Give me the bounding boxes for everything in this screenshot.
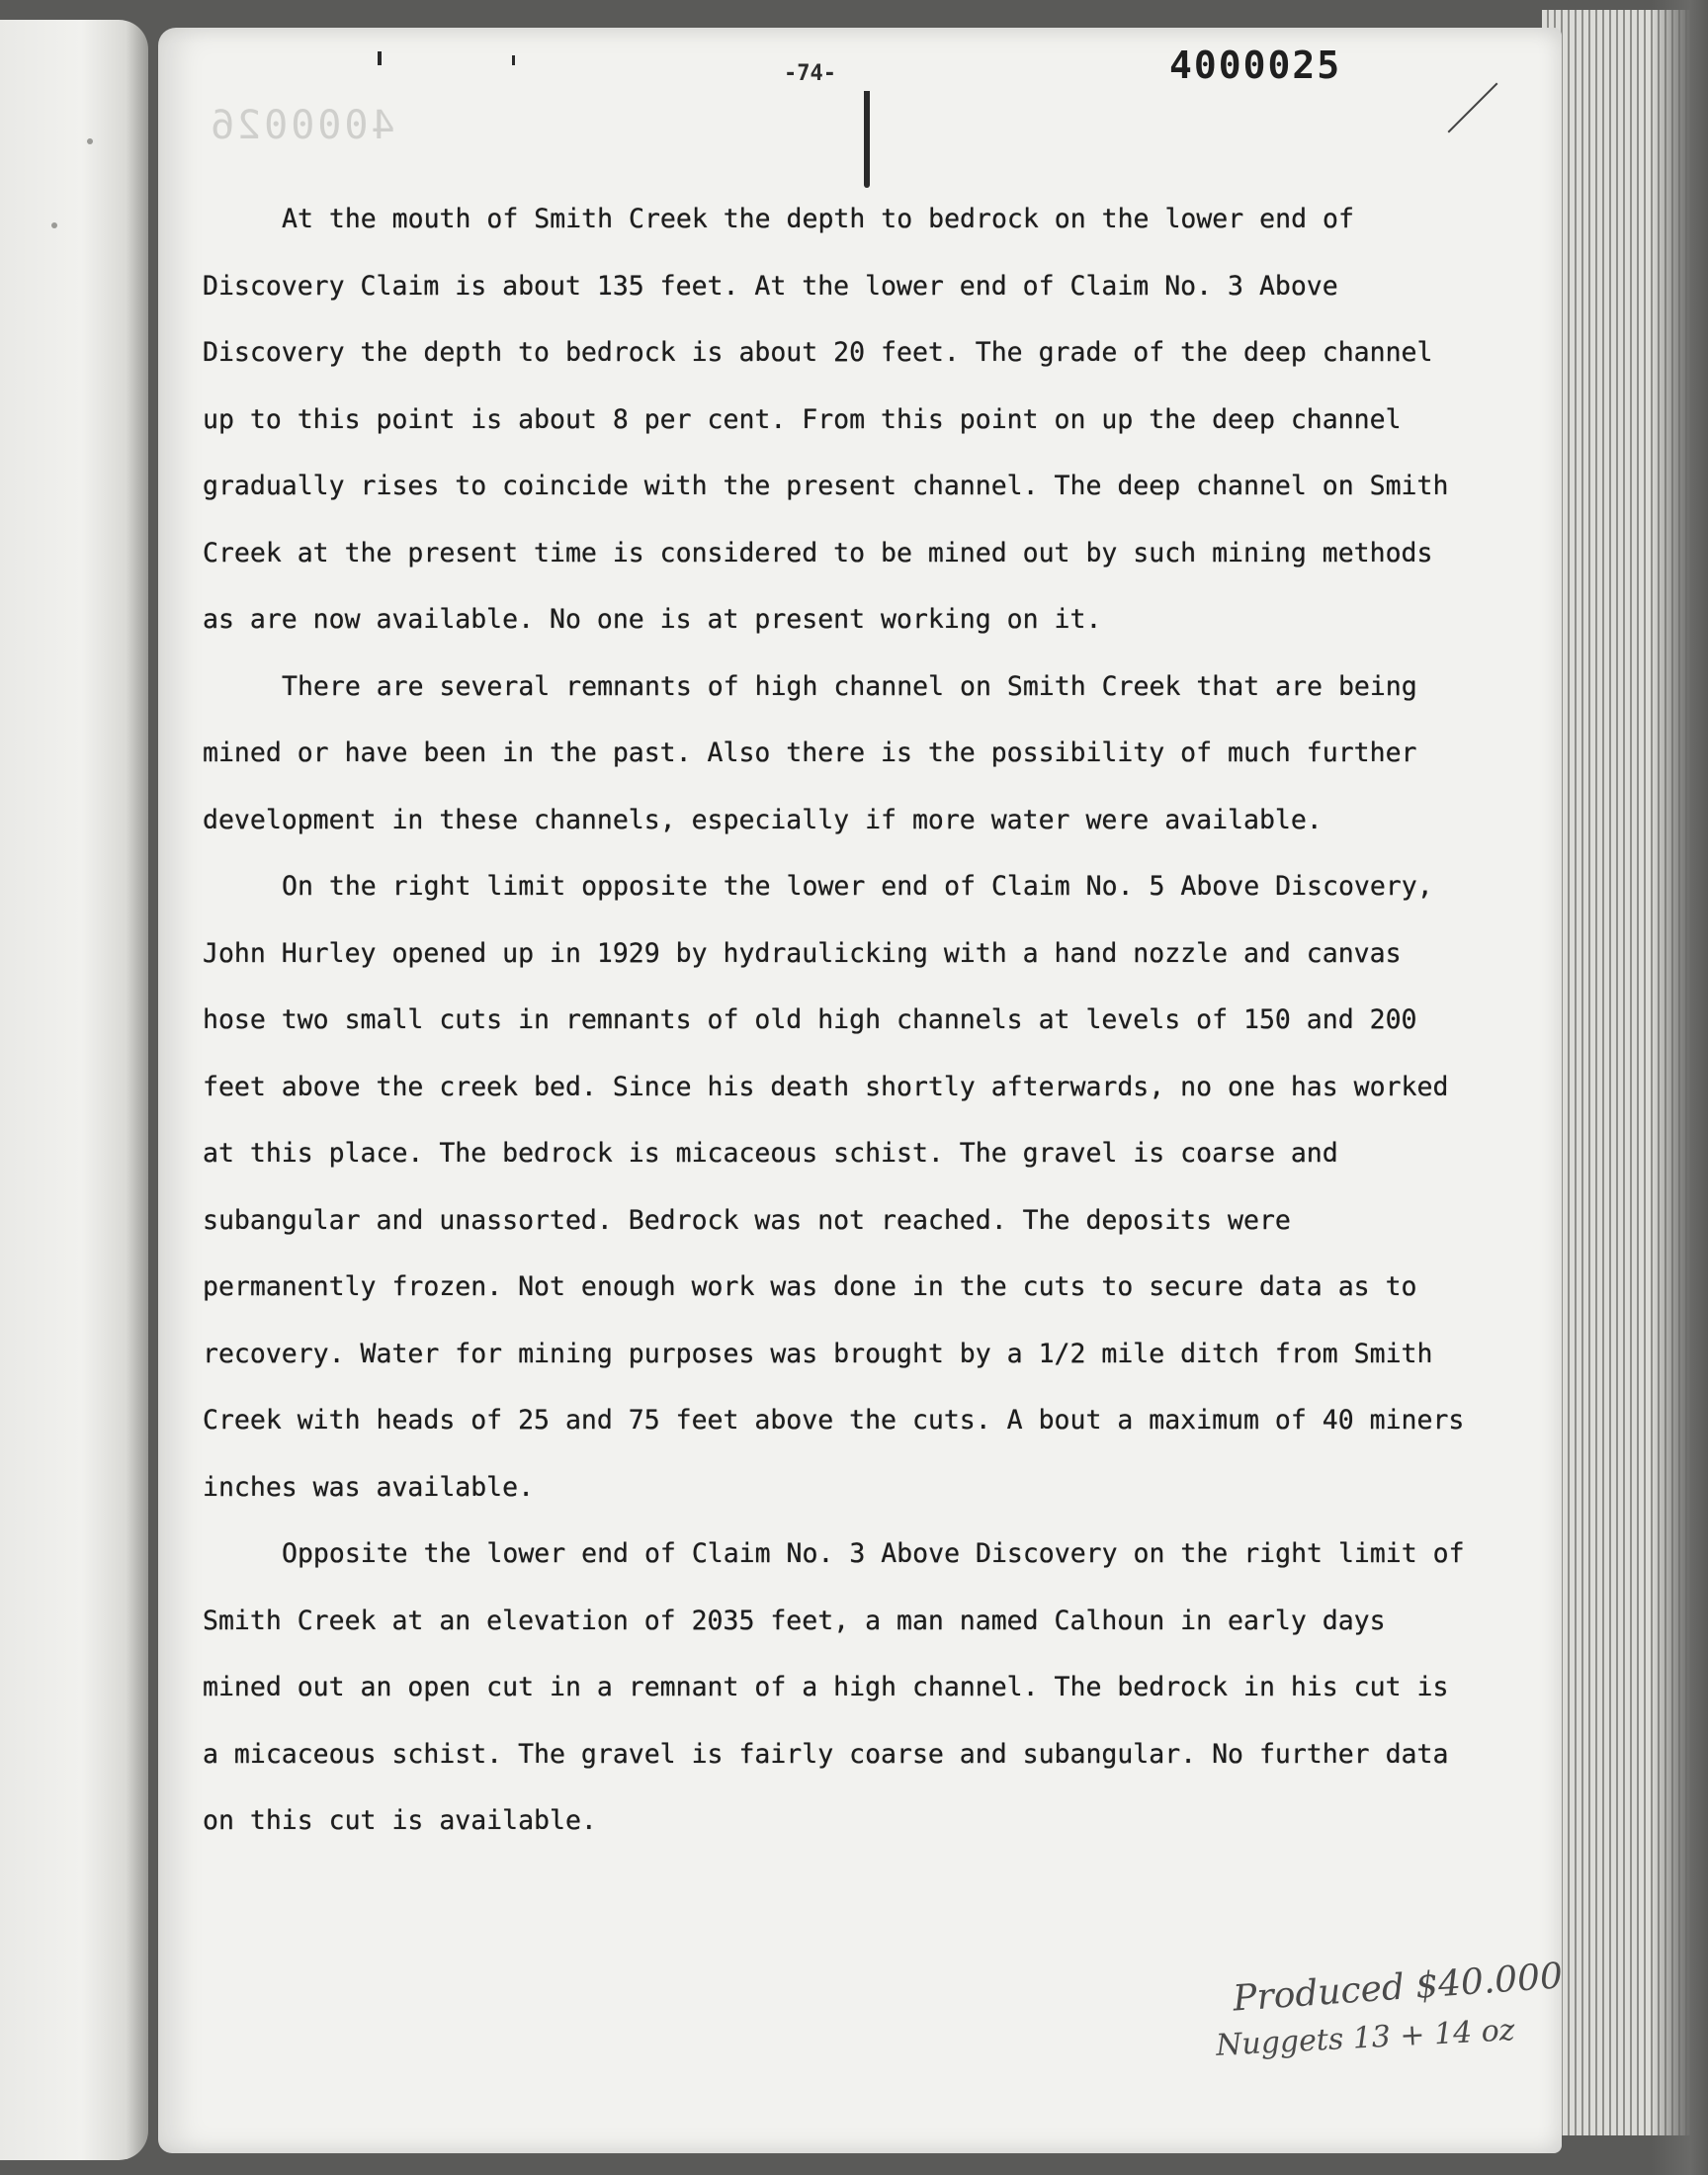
paragraph: There are several remnants of high channel on Smith Creek that are being mined or have been in the past. Also there is the possibility of much further development in these channels, especially if more water were available.: [203, 670, 1417, 835]
paragraph: On the right limit opposite the lower end of Claim No. 5 Above Discovery, John Hurley opened up in 1929 by hydraulicking with a hand nozzle and canvas hose two small cuts in remnants of old high channels at levels of 150 and 200 feet above the creek bed. Since his death shortly afterwards, no one has worked at this place. The bedrock is micaceous schist. The gravel is coarse and subangular and unassorted. Bedrock was not reached. The deposits were permanently frozen. Not enough work was done in the cuts to secure data as to recovery. Water for mining purposes was brought by a 1/2 mile ditch from Smith Creek with heads of 25 and 75 feet above the cuts. A bout a maximum of 40 miners inches was available.: [203, 871, 1465, 1503]
document-body: [203, 186, 1478, 1855]
paragraph: At the mouth of Smith Creek the depth to bedrock on the lower end of Discovery Claim is about 135 feet. At the lower end of Claim No. 3 Above Discovery the depth to bedrock is about 20 feet. The grade of the deep channel up to this point is about 8 per cent. From this point on up the deep channel gradually rises to coincide with the present channel. The deep channel on Smith Creek at the present time is considered to be mined out by such mining methods as are now available. No one is at present working on it.: [203, 204, 1449, 635]
left-page-edge: [0, 20, 148, 2160]
left-page-mark: [51, 222, 57, 228]
bleed-through-id: 4000026: [208, 103, 395, 148]
handwritten-note-nuggets: Nuggets 13 + 14 oz: [1215, 2013, 1516, 2063]
page-stack-shadow: [1651, 0, 1708, 2175]
page-number: -74-: [784, 61, 836, 86]
punch-mark: [864, 91, 870, 188]
left-page-mark: [87, 138, 93, 144]
punch-mark: [378, 51, 382, 65]
document-id-stamp: 4000025: [1169, 44, 1342, 87]
paragraph: Opposite the lower end of Claim No. 3 Above Discovery on the right limit of Smith Creek at an elevation of 2035 feet, a man named Calhoun in early days mined out an open cut in a remnant of a high channel. The bedrock in his cut is a micaceous schist. The gravel is fairly coarse and subangular. No further data on this cut is available.: [203, 1538, 1465, 1836]
handwritten-note-produced: Produced $40.000: [1231, 1956, 1565, 2020]
punch-mark: [512, 55, 515, 65]
